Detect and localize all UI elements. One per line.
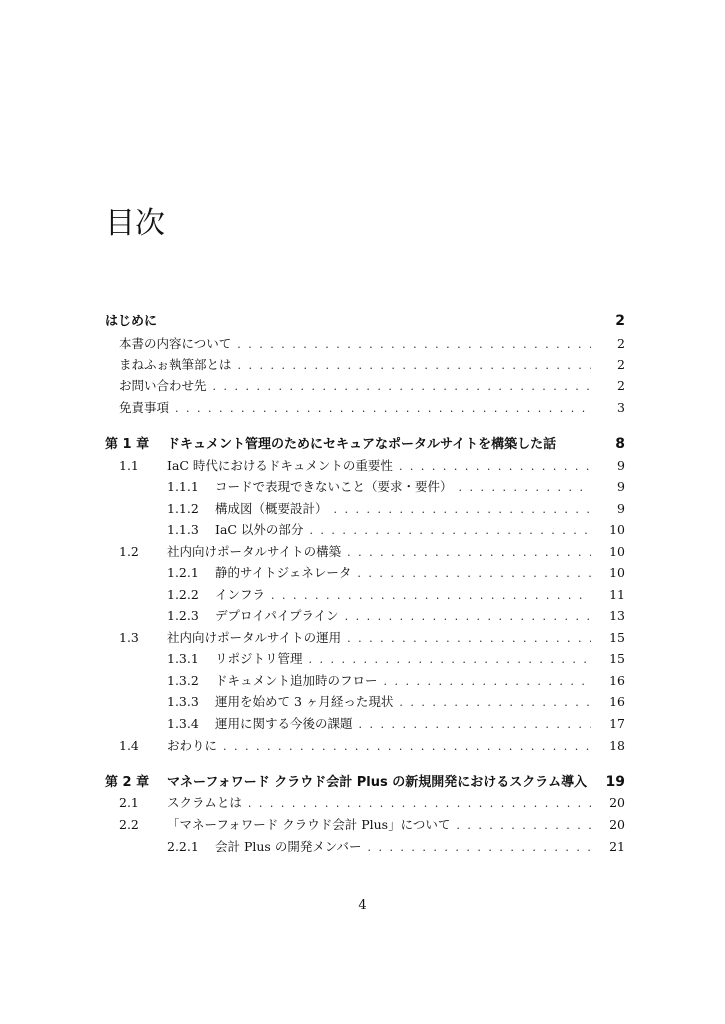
toc-label: IaC 以外の部分	[215, 522, 304, 537]
toc-leader	[237, 338, 591, 351]
toc-number: 1.4	[119, 738, 139, 753]
toc-entry[interactable]	[105, 398, 625, 418]
toc-leader	[309, 524, 591, 537]
toc-number: 1.1.2	[167, 501, 199, 516]
toc-entry[interactable]	[105, 563, 625, 583]
toc-page: 9	[617, 479, 625, 494]
toc-page: 20	[609, 817, 625, 832]
toc-entry[interactable]	[105, 671, 625, 691]
toc-number: 2.2	[119, 817, 139, 832]
toc-label: 運用に関する今後の課題	[215, 716, 353, 731]
toc-page: 3	[617, 400, 625, 415]
toc-leader	[213, 380, 591, 393]
toc-leader	[334, 503, 591, 516]
toc-page: 8	[615, 436, 625, 452]
toc-page: 20	[609, 795, 625, 810]
toc-page: 21	[609, 839, 625, 854]
toc-entry[interactable]	[105, 628, 625, 648]
toc-number: 1.1.1	[167, 479, 199, 494]
toc-number: 第 2 章	[105, 775, 150, 790]
toc-leader	[175, 402, 591, 415]
toc-label: IaC 時代におけるドキュメントの重要性	[167, 458, 393, 473]
toc-entry[interactable]	[105, 334, 625, 354]
toc-page: 16	[609, 694, 625, 709]
toc-label: スクラムとは	[167, 795, 242, 810]
toc-page: 19	[605, 774, 625, 790]
toc-label: 会計 Plus の開発メンバー	[215, 839, 362, 854]
page-number: 4	[358, 898, 367, 913]
toc-number: 2.2.1	[167, 839, 199, 854]
toc-number: 1.2.2	[167, 587, 199, 602]
toc-number: 1.1.3	[167, 522, 199, 537]
toc-label: ドキュメント追加時のフロー	[215, 673, 378, 688]
toc-entry[interactable]	[105, 499, 625, 519]
toc-label: 本書の内容について	[119, 336, 232, 351]
toc-leader	[459, 481, 591, 494]
toc-label: デプロイパイプライン	[215, 608, 339, 623]
toc-entry[interactable]	[105, 606, 625, 626]
toc-leader	[238, 359, 591, 372]
toc-entry[interactable]	[105, 355, 625, 375]
page-title: 目次	[105, 206, 165, 241]
toc-number: 2.1	[119, 795, 139, 810]
toc-entry[interactable]	[105, 714, 625, 734]
toc-label: 免責事項	[119, 400, 170, 415]
toc-entry[interactable]	[105, 837, 625, 857]
toc-number: 1.2.1	[167, 565, 199, 580]
toc-intro[interactable]	[105, 310, 625, 330]
toc-entry[interactable]	[105, 477, 625, 497]
toc-leader	[347, 546, 591, 559]
toc-label: 構成図（概要設計）	[215, 501, 328, 516]
toc-number: 1.2.3	[167, 608, 199, 623]
toc-label: コードで表現できないこと（要求・要件）	[215, 479, 453, 494]
toc-page: 2	[617, 336, 625, 351]
toc-page: 9	[617, 458, 625, 473]
toc-page: 16	[609, 673, 625, 688]
toc-label: まねふぉ執筆部とは	[119, 357, 232, 372]
toc-label: 社内向けポータルサイトの構築	[167, 544, 342, 559]
toc-page: 17	[609, 716, 625, 731]
toc-label: 社内向けポータルサイトの運用	[167, 630, 342, 645]
toc-entry[interactable]	[105, 649, 625, 669]
toc-page: 2	[617, 378, 625, 393]
toc-chapter-2[interactable]	[105, 771, 625, 791]
toc-leader	[384, 675, 591, 688]
toc-leader	[357, 567, 591, 580]
toc-entry[interactable]	[105, 815, 625, 835]
toc-page: 10	[609, 544, 625, 559]
toc-page: 9	[617, 501, 625, 516]
toc-page: 2	[615, 313, 625, 329]
toc-number: 1.3.4	[167, 716, 199, 731]
toc-number: 1.3	[119, 630, 139, 645]
toc-entry[interactable]	[105, 542, 625, 562]
toc-leader	[367, 841, 591, 854]
toc-number: 1.3.1	[167, 651, 199, 666]
toc-label: ドキュメント管理のためにセキュアなポータルサイトを構築した話	[167, 437, 557, 452]
toc-leader	[456, 819, 591, 832]
toc-number: 1.2	[119, 544, 139, 559]
toc-leader	[345, 610, 591, 623]
toc-chapter-1[interactable]	[105, 433, 625, 453]
toc-entry[interactable]	[105, 376, 625, 396]
toc-leader	[309, 653, 591, 666]
toc-label: お問い合わせ先	[119, 378, 207, 393]
toc-page: 13	[609, 608, 625, 623]
toc-entry[interactable]	[105, 793, 625, 813]
toc-number: 1.3.3	[167, 694, 199, 709]
toc-entry[interactable]	[105, 456, 625, 476]
toc-label: 「マネーフォワード クラウド会計 Plus」について	[167, 817, 451, 832]
toc-page: 10	[609, 522, 625, 537]
toc-page: 18	[609, 738, 625, 753]
toc-entry[interactable]	[105, 692, 625, 712]
toc-entry[interactable]	[105, 736, 625, 756]
toc-number: 1.1	[119, 458, 139, 473]
toc-page: 11	[609, 587, 625, 602]
toc-leader	[359, 718, 591, 731]
toc-number: 第 1 章	[105, 437, 150, 452]
toc-page: 10	[609, 565, 625, 580]
toc-leader	[223, 740, 591, 753]
toc-page: 2	[617, 357, 625, 372]
toc-leader	[399, 460, 591, 473]
toc-label: リポジトリ管理	[215, 651, 303, 666]
toc-leader	[347, 632, 591, 645]
toc-label: 静的サイトジェネレータ	[215, 565, 352, 580]
toc-entry[interactable]	[105, 520, 625, 540]
toc-label: マネーフォワード クラウド会計 Plus の新規開発におけるスクラム導入	[167, 775, 588, 790]
toc-label: はじめに	[105, 314, 158, 329]
toc-leader	[271, 589, 591, 602]
toc-label: インフラ	[215, 587, 266, 602]
toc-page: 15	[609, 651, 625, 666]
toc-leader	[248, 797, 591, 810]
toc-label: おわりに	[167, 738, 218, 753]
toc-label: 運用を始めて 3 ヶ月経った現状	[215, 694, 394, 709]
toc-number: 1.3.2	[167, 673, 199, 688]
toc-page: 15	[609, 630, 625, 645]
toc-entry[interactable]	[105, 585, 625, 605]
toc-leader	[399, 696, 591, 709]
